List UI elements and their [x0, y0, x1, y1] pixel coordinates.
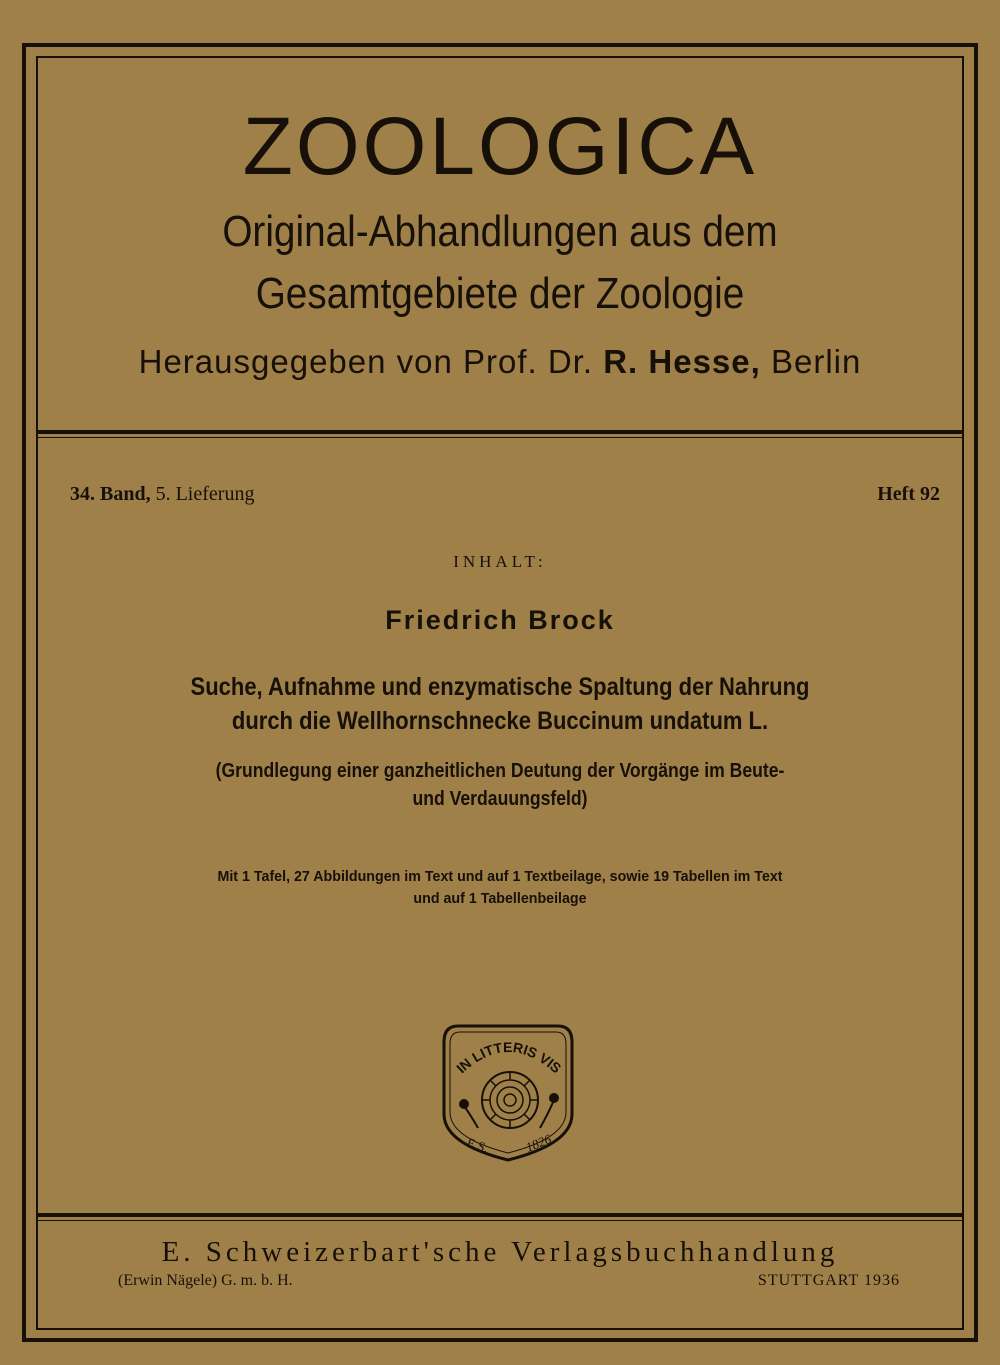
- band-number: 34. Band,: [70, 483, 151, 505]
- lieferung: 5. Lieferung: [155, 483, 255, 505]
- header-rule-bottom: [36, 437, 964, 438]
- work-title-line2: durch die Wellhornschnecke Buccinum undatum L.: [231, 707, 769, 735]
- illustration-note-line1: Mit 1 Tafel, 27 Abbildungen im Text und auf 1 Textbeilage, sowie 19 Tabellen im Text: [217, 868, 783, 885]
- seal-motto: IN LITTERIS VIS: [453, 1038, 565, 1077]
- flower-sprig-icon: [460, 1094, 558, 1128]
- journal-title: ZOOLOGICA: [242, 101, 758, 192]
- place-and-year: STUTTGART 1936: [757, 1272, 900, 1289]
- ammonite-shell-icon: [482, 1072, 538, 1128]
- work-subtitle-line1: (Grundlegung einer ganzheitlichen Deutung der Vorgänge im Beute-: [215, 760, 785, 782]
- editor-prefix: Herausgegeben von Prof. Dr.: [138, 343, 594, 380]
- editor-name: R. Hesse,: [603, 343, 761, 380]
- journal-subtitle-line1: Original-Abhandlungen aus dem: [222, 207, 778, 256]
- work-subtitle-line2: und Verdauungsfeld): [412, 788, 588, 810]
- footer-rule-top: [36, 1213, 964, 1217]
- work-title-line1: Suche, Aufnahme und enzymatische Spaltung der Nahrung: [190, 673, 810, 701]
- contents-label: INHALT:: [453, 552, 547, 571]
- heft-number: Heft 92: [877, 483, 940, 505]
- seal-year: 1826: [523, 1131, 554, 1155]
- footer-rule-bottom: [36, 1220, 964, 1221]
- editor-line: [0, 340, 1000, 384]
- volume-info: [70, 480, 254, 508]
- publisher-seal-emblem: [438, 1018, 578, 1166]
- illustration-note-line2: und auf 1 Tabellenbeilage: [413, 890, 587, 907]
- seal-initials: E.S.: [465, 1134, 491, 1156]
- publisher-company: (Erwin Nägele) G. m. b. H.: [118, 1272, 293, 1289]
- header-rule-top: [36, 430, 964, 434]
- editor-city: Berlin: [770, 343, 862, 380]
- journal-subtitle-line2: Gesamtgebiete der Zoologie: [255, 269, 745, 318]
- publisher-name: E. Schweizerbart'sche Verlagsbuchhandlung: [161, 1236, 839, 1268]
- author-name: Friedrich Brock: [385, 605, 615, 635]
